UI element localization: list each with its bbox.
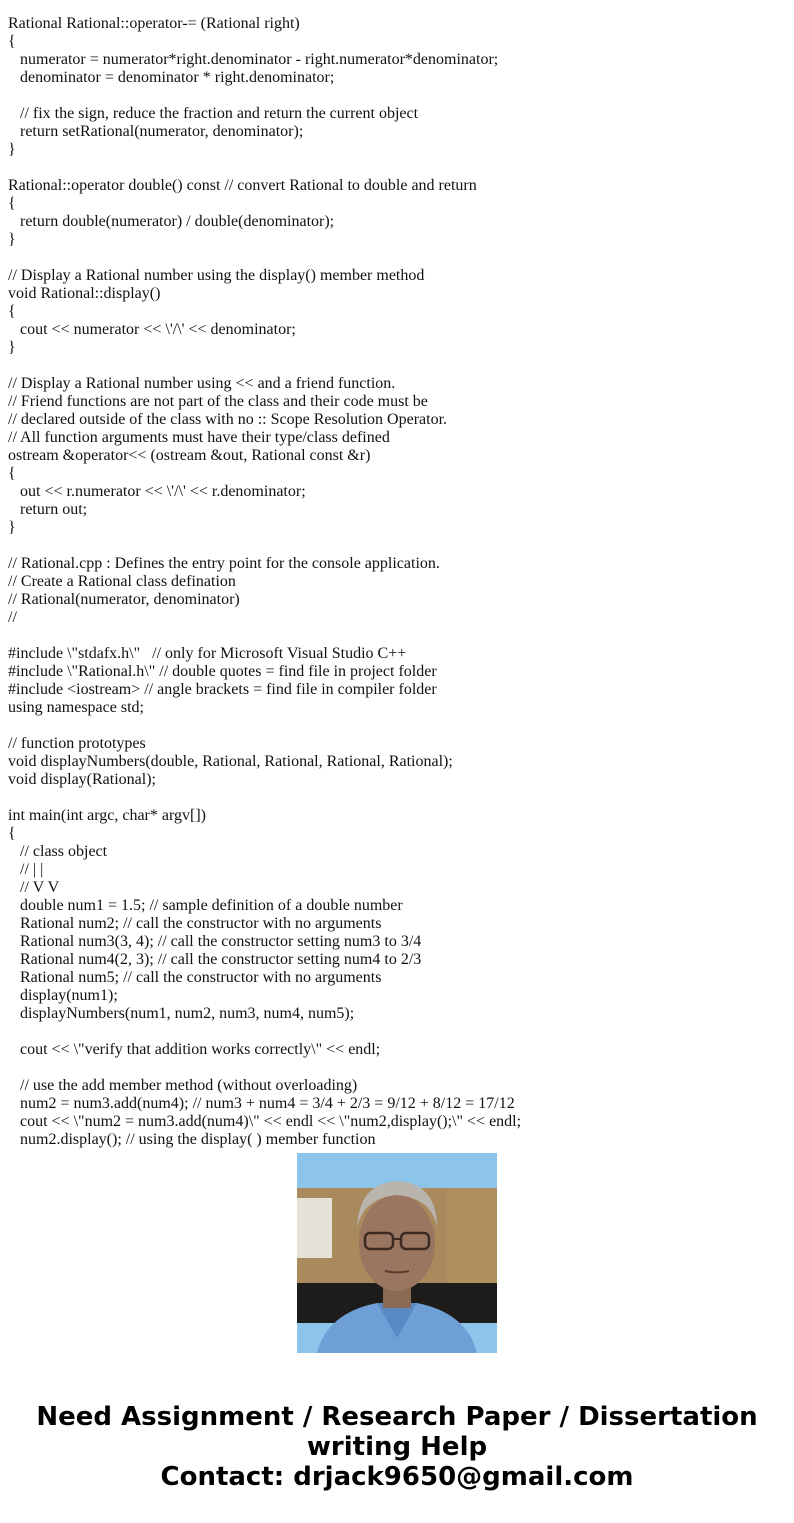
code-line <box>8 357 788 375</box>
code-line <box>8 1023 788 1041</box>
code-line <box>8 87 788 105</box>
code-line: return setRational(numerator, denominator); <box>8 123 304 140</box>
code-line: denominator = denominator * right.denominator; <box>8 69 335 86</box>
code-line <box>8 537 788 555</box>
code-line <box>8 1059 788 1077</box>
code-line: double num1 = 1.5; // sample definition of a double number <box>8 897 403 914</box>
promo-subheadline: writing Help <box>306 1432 488 1462</box>
code-line: cout << \"num2 = num3.add(num4)\" << endl << \"num2,display();\" << endl; <box>8 1113 522 1130</box>
code-line: // Create a Rational class defination <box>8 573 236 590</box>
code-line: { <box>8 825 16 842</box>
promo-headline: Need Assignment / Research Paper / Dissertation <box>36 1402 758 1432</box>
code-line: out << r.numerator << \'/\' << r.denominator; <box>8 483 306 500</box>
code-line: // All function arguments must have their type/class defined <box>8 429 390 446</box>
code-line: return out; <box>8 501 88 518</box>
code-line: Rational::operator double() const // convert Rational to double and return <box>8 177 477 194</box>
code-line: { <box>8 195 16 212</box>
code-line: // use the add member method (without overloading) <box>8 1077 358 1094</box>
code-line <box>8 627 788 645</box>
code-line: void Rational::display() <box>8 285 161 302</box>
code-line: } <box>8 231 16 248</box>
code-line: // declared outside of the class with no :: Scope Resolution Operator. <box>8 411 448 428</box>
code-line: // fix the sign, reduce the fraction and return the current object <box>8 105 419 122</box>
code-line: num2 = num3.add(num4); // num3 + num4 = 3/4 + 2/3 = 9/12 + 8/12 = 17/12 <box>8 1095 515 1112</box>
code-line: { <box>8 303 16 320</box>
code-line: // class object <box>8 843 108 860</box>
code-line: } <box>8 339 16 356</box>
code-line: { <box>8 33 16 50</box>
code-line: // Rational(numerator, denominator) <box>8 591 240 608</box>
code-line: Rational num5; // call the constructor with no arguments <box>8 969 382 986</box>
code-line: num2.display(); // using the display( ) member function <box>8 1131 376 1148</box>
code-line: using namespace std; <box>8 699 144 716</box>
code-line: } <box>8 141 16 158</box>
code-line: void display(Rational); <box>8 771 156 788</box>
code-line: int main(int argc, char* argv[]) <box>8 807 206 824</box>
code-line: return double(numerator) / double(denominator); <box>8 213 335 230</box>
author-avatar <box>297 1153 497 1353</box>
person-photo-icon <box>297 1153 497 1353</box>
promo-contact-email: Contact: drjack9650@gmail.com <box>160 1462 634 1492</box>
code-line: cout << numerator << \'/\' << denominator; <box>8 321 296 338</box>
code-line: Rational num3(3, 4); // call the constructor setting num3 to 3/4 <box>8 933 422 950</box>
code-line: numerator = numerator*right.denominator - right.numerator*denominator; <box>8 51 499 68</box>
code-line: display(num1); <box>8 987 118 1004</box>
code-line: displayNumbers(num1, num2, num3, num4, num5); <box>8 1005 355 1022</box>
code-line: // Display a Rational number using the display() member method <box>8 267 425 284</box>
code-line: // function prototypes <box>8 735 146 752</box>
code-listing <box>8 15 788 1148</box>
code-line: #include \"Rational.h\" // double quotes = find file in project folder <box>8 663 437 680</box>
code-line: // Rational.cpp : Defines the entry point for the console application. <box>8 555 440 572</box>
code-line: // Display a Rational number using << and a friend function. <box>8 375 396 392</box>
code-line: } <box>8 519 16 536</box>
code-line <box>8 789 788 807</box>
code-line: #include \"stdafx.h\" // only for Microsoft Visual Studio C++ <box>8 645 407 662</box>
code-line <box>8 159 788 177</box>
code-line: void displayNumbers(double, Rational, Rational, Rational, Rational); <box>8 753 453 770</box>
code-line: Rational num4(2, 3); // call the constructor setting num4 to 2/3 <box>8 951 422 968</box>
code-line: // | | <box>8 861 44 878</box>
code-line: cout << \"verify that addition works correctly\" << endl; <box>8 1041 381 1058</box>
code-line: // Friend functions are not part of the class and their code must be <box>8 393 428 410</box>
promo-banner <box>0 1402 794 1492</box>
code-line: Rational Rational::operator-= (Rational right) <box>8 15 300 32</box>
code-line <box>8 249 788 267</box>
code-line: #include <iostream> // angle brackets = find file in compiler folder <box>8 681 437 698</box>
code-line: ostream &operator<< (ostream &out, Rational const &r) <box>8 447 371 464</box>
code-line: // <box>8 609 17 626</box>
code-line: { <box>8 465 16 482</box>
code-line: Rational num2; // call the constructor with no arguments <box>8 915 382 932</box>
code-line <box>8 717 788 735</box>
code-line: // V V <box>8 879 60 896</box>
